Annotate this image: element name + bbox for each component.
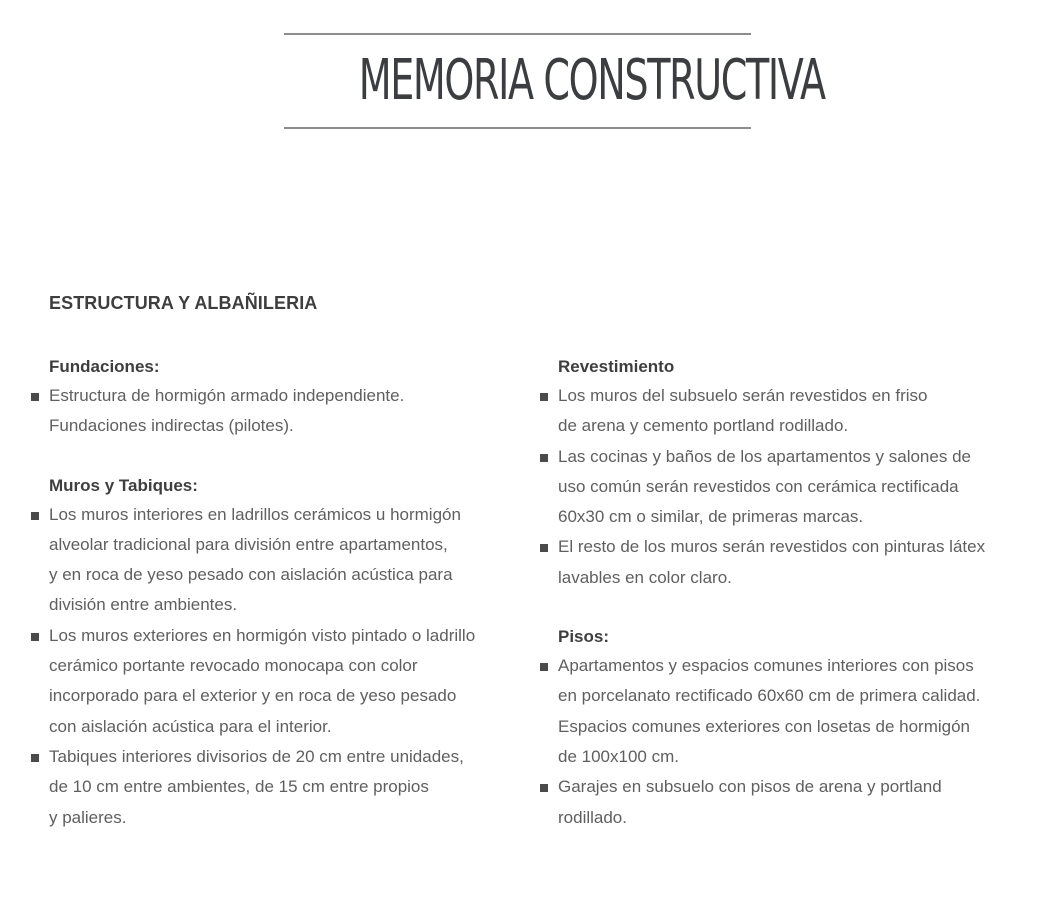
bullet-icon	[540, 454, 548, 462]
fundaciones-heading: Fundaciones:	[49, 357, 160, 376]
pisos-item-1: Apartamentos y espacios comunes interiores con pisos en porcelanato rectificado 60x60 cm de primera calidad. Espacios comunes exteriores con losetas de hormigón de 100x100 cm.	[558, 651, 1038, 772]
muros-item-2: Los muros exteriores en hormigón visto pintado o ladrillo cerámico portante revocado monocapa con color incorporado para el exterior y en roca de yeso pesado con aislación acústica para el interior.	[49, 621, 529, 742]
bullet-icon	[540, 544, 548, 552]
bullet-icon	[31, 393, 39, 401]
title-block	[284, 33, 825, 129]
bullet-icon	[540, 663, 548, 671]
page-title: MEMORIA CONSTRUCTIVA	[358, 48, 825, 113]
pisos-item-2: Garajes en subsuelo con pisos de arena y portland rodillado.	[558, 772, 1038, 833]
revestimiento-item-1: Los muros del subsuelo serán revestidos en friso de arena y cemento portland rodillado.	[558, 381, 1038, 442]
bullet-icon	[31, 633, 39, 641]
muros-item-1: Los muros interiores en ladrillos cerámicos u hormigón alveolar tradicional para división entre apartamentos, y en roca de yeso pesado con aislación acústica para división entre ambientes.	[49, 500, 529, 621]
bullet-icon	[540, 393, 548, 401]
section-heading: ESTRUCTURA Y ALBAÑILERIA	[49, 293, 318, 313]
left-column	[49, 353, 529, 833]
right-column	[558, 353, 1038, 833]
bullet-icon	[31, 754, 39, 762]
revestimiento-item-3: El resto de los muros serán revestidos con pinturas látex lavables en color claro.	[558, 532, 1038, 593]
fundaciones-item-1: Estructura de hormigón armado independiente. Fundaciones indirectas (pilotes).	[49, 381, 529, 442]
bullet-icon	[31, 512, 39, 520]
bullet-icon	[540, 784, 548, 792]
pisos-heading: Pisos:	[558, 627, 610, 647]
revestimiento-item-2: Las cocinas y baños de los apartamentos y salones de uso común serán revestidos con cerámica rectificada 60x30 cm o similar, de primeras marcas.	[558, 442, 1038, 533]
revestimiento-heading: Revestimiento	[558, 357, 675, 376]
muros-heading: Muros y Tabiques:	[49, 475, 198, 495]
muros-item-3: Tabiques interiores divisorios de 20 cm entre unidades, de 10 cm entre ambientes, de 15 cm entre propios y palieres.	[49, 742, 529, 833]
